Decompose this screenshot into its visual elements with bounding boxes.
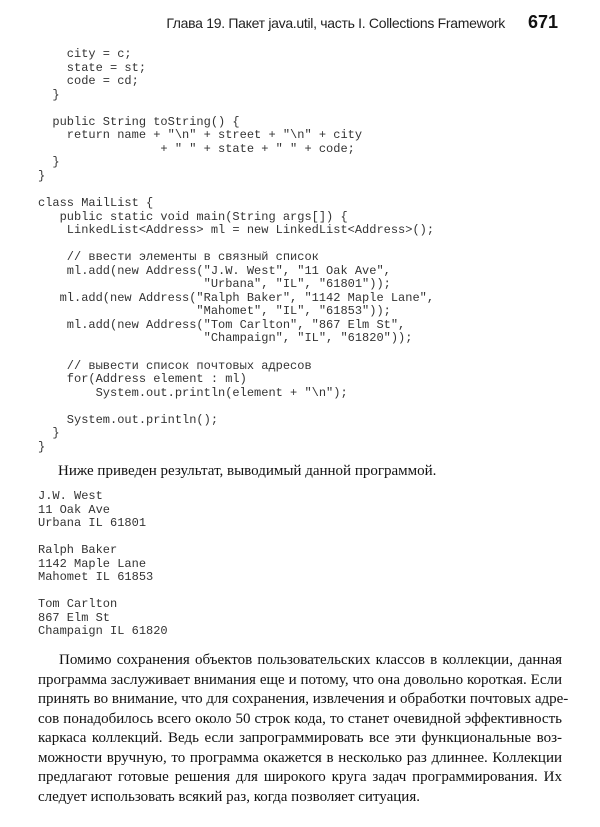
paragraph-line: принять во внимание, что для сохранения, извлечения и обработки почтовых адре-	[38, 691, 569, 707]
program-output: J.W. West 11 Oak Ave Urbana IL 61801 Ralph Baker 1142 Maple Lane Mahomet IL 61853 Tom Carlton 867 Elm St Champaign IL 61820	[38, 489, 168, 639]
paragraph-line: каркаса коллекций. Ведь если запрограммировать все эти функциональные воз-	[38, 730, 562, 746]
output-intro-text: Ниже приведен результат, выводимый данной программой.	[58, 463, 437, 479]
body-paragraph	[38, 651, 569, 807]
paragraph-line: следует использовать всякий раз, когда позволяет ситуация.	[38, 788, 420, 805]
running-header: Глава 19. Пакет java.util, часть I. Collections Framework	[166, 15, 505, 31]
paragraph-line: сов понадобилось всего около 50 строк кода, то станет очевидной эффективность	[38, 710, 562, 727]
paragraph-line: можности вручную, то программа окажется в несколько раз длиннее. Коллекции	[38, 749, 562, 766]
paragraph-line: предлагают готовые решения для широкого круга задач программирования. Их	[38, 769, 562, 785]
paragraph-line: Помимо сохранения объектов пользовательских классов в коллекции, данная	[59, 652, 562, 668]
code-listing: city = c; state = st; code = cd; } public String toString() { return name + "\n" + street + "\n" + city + " " + state + " " + code; } } class MailList { public static void main(String args[]) { LinkedList<Address> ml = new LinkedList<Address>(); // ввести элементы в связный список ml.add(new Address("J.W. West", "11 Oak Ave", "Urbana", "IL", "61801")); ml.add(new Address("Ralph Baker", "1142 Maple Lane", "Mahomet", "IL", "61853")); ml.add(new Address("Tom Carlton", "867 Elm St", "Champaign", "IL", "61820")); // вывести список почтовых адресов for(Address element : ml) System.out.println(element + "\n"); System.out.println(); } }	[38, 47, 435, 454]
page-number: 671	[528, 12, 559, 32]
paragraph-line: программа заслуживает внимания еще и потому, что она довольно короткая. Если	[38, 671, 562, 688]
